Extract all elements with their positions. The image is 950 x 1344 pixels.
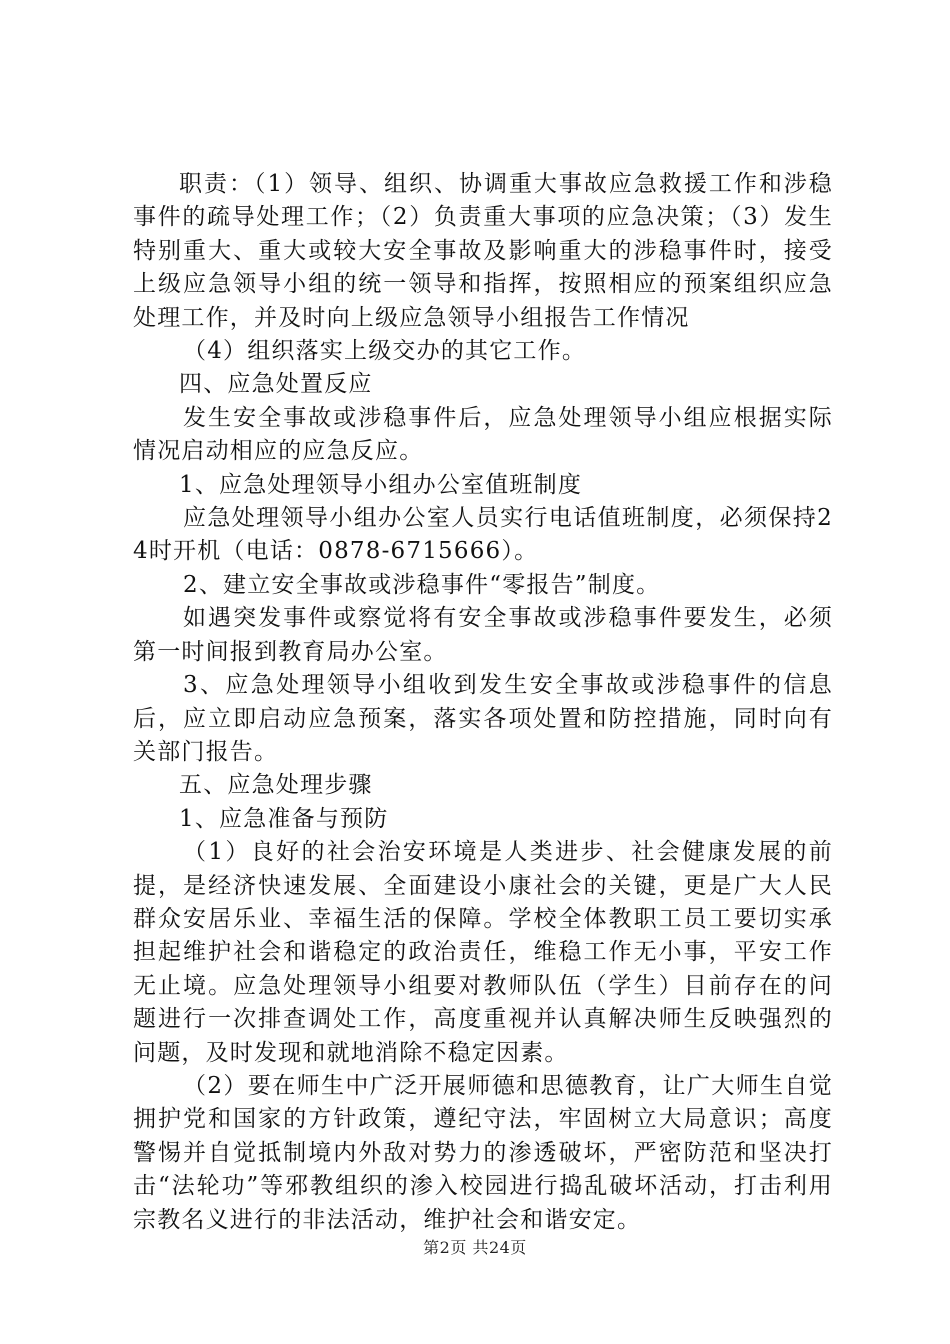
paragraph-item-1: （1）良好的社会治安环境是人类进步、社会健康发展的前提，是经济快速发展、全面建设小康社会的关键，更是广大人民群众安居乐业、幸福生活的保障。学校全体教职工员工要切实承担起维护社会和谐稳定的政治责任，维稳工作无小事，平安工作无止境。应急处理领导小组要对教师队伍（学生）目前存在的问题进行一次排查调处工作，高度重视并认真解决师生反映强烈的问题，及时发现和就地消除不稳定因素。 <box>133 839 833 1066</box>
section-heading-steps: 五、应急处理步骤 <box>179 772 373 799</box>
paragraph-duty-phone: 应急处理领导小组办公室人员实行电话值班制度，必须保持24时开机（电话：0878-6715666）。 <box>133 505 833 565</box>
paragraph-duties: 职责：（1）领导、组织、协调重大事故应急救援工作和涉稳事件的疏导处理工作；（2）负责重大事项的应急决策；（3）发生特别重大、重大或较大安全事故及影响重大的涉稳事件时，接受上级应急领导小组的统一领导和指挥，按照相应的预案组织应急处理工作，并及时向上级应急领导小组报告工作情况 <box>133 171 833 331</box>
section-heading-response: 四、应急处置反应 <box>179 371 373 398</box>
paragraph-response-intro: 发生安全事故或涉稳事件后，应急处理领导小组应根据实际情况启动相应的应急反应。 <box>133 404 833 465</box>
paragraph-item-2: （2）要在师生中广泛开展师德和思德教育，让广大师生自觉拥护党和国家的方针政策，遵纪守法，牢固树立大局意识；高度警惕并自觉抵制境内外敌对势力的渗透破坏，严密防范和坚决打击“法轮功”等邪教组织的渗入校园进行捣乱破坏活动，打击利用宗教名义进行的非法活动，维护社会和谐安定。 <box>133 1072 833 1233</box>
paragraph-receive-info: 3、应急处理领导小组收到发生安全事故或涉稳事件的信息后，应立即启动应急预案，落实各项处置和防控措施，同时向有关部门报告。 <box>133 672 833 765</box>
paragraph-duty-4: （4）组织落实上级交办的其它工作。 <box>183 338 587 365</box>
subheading-preparation: 1、应急准备与预防 <box>179 805 389 832</box>
document-body <box>133 168 833 1237</box>
page-number-footer: 第2页 共24页 <box>423 1238 527 1257</box>
subheading-zero-report: 2、建立安全事故或涉稳事件“零报告”制度。 <box>183 571 661 598</box>
paragraph-emergency-report: 如遇突发事件或察觉将有安全事故或涉稳事件要发生，必须第一时间报到教育局办公室。 <box>133 605 833 665</box>
subheading-duty-system: 1、应急处理领导小组办公室值班制度 <box>179 471 583 498</box>
